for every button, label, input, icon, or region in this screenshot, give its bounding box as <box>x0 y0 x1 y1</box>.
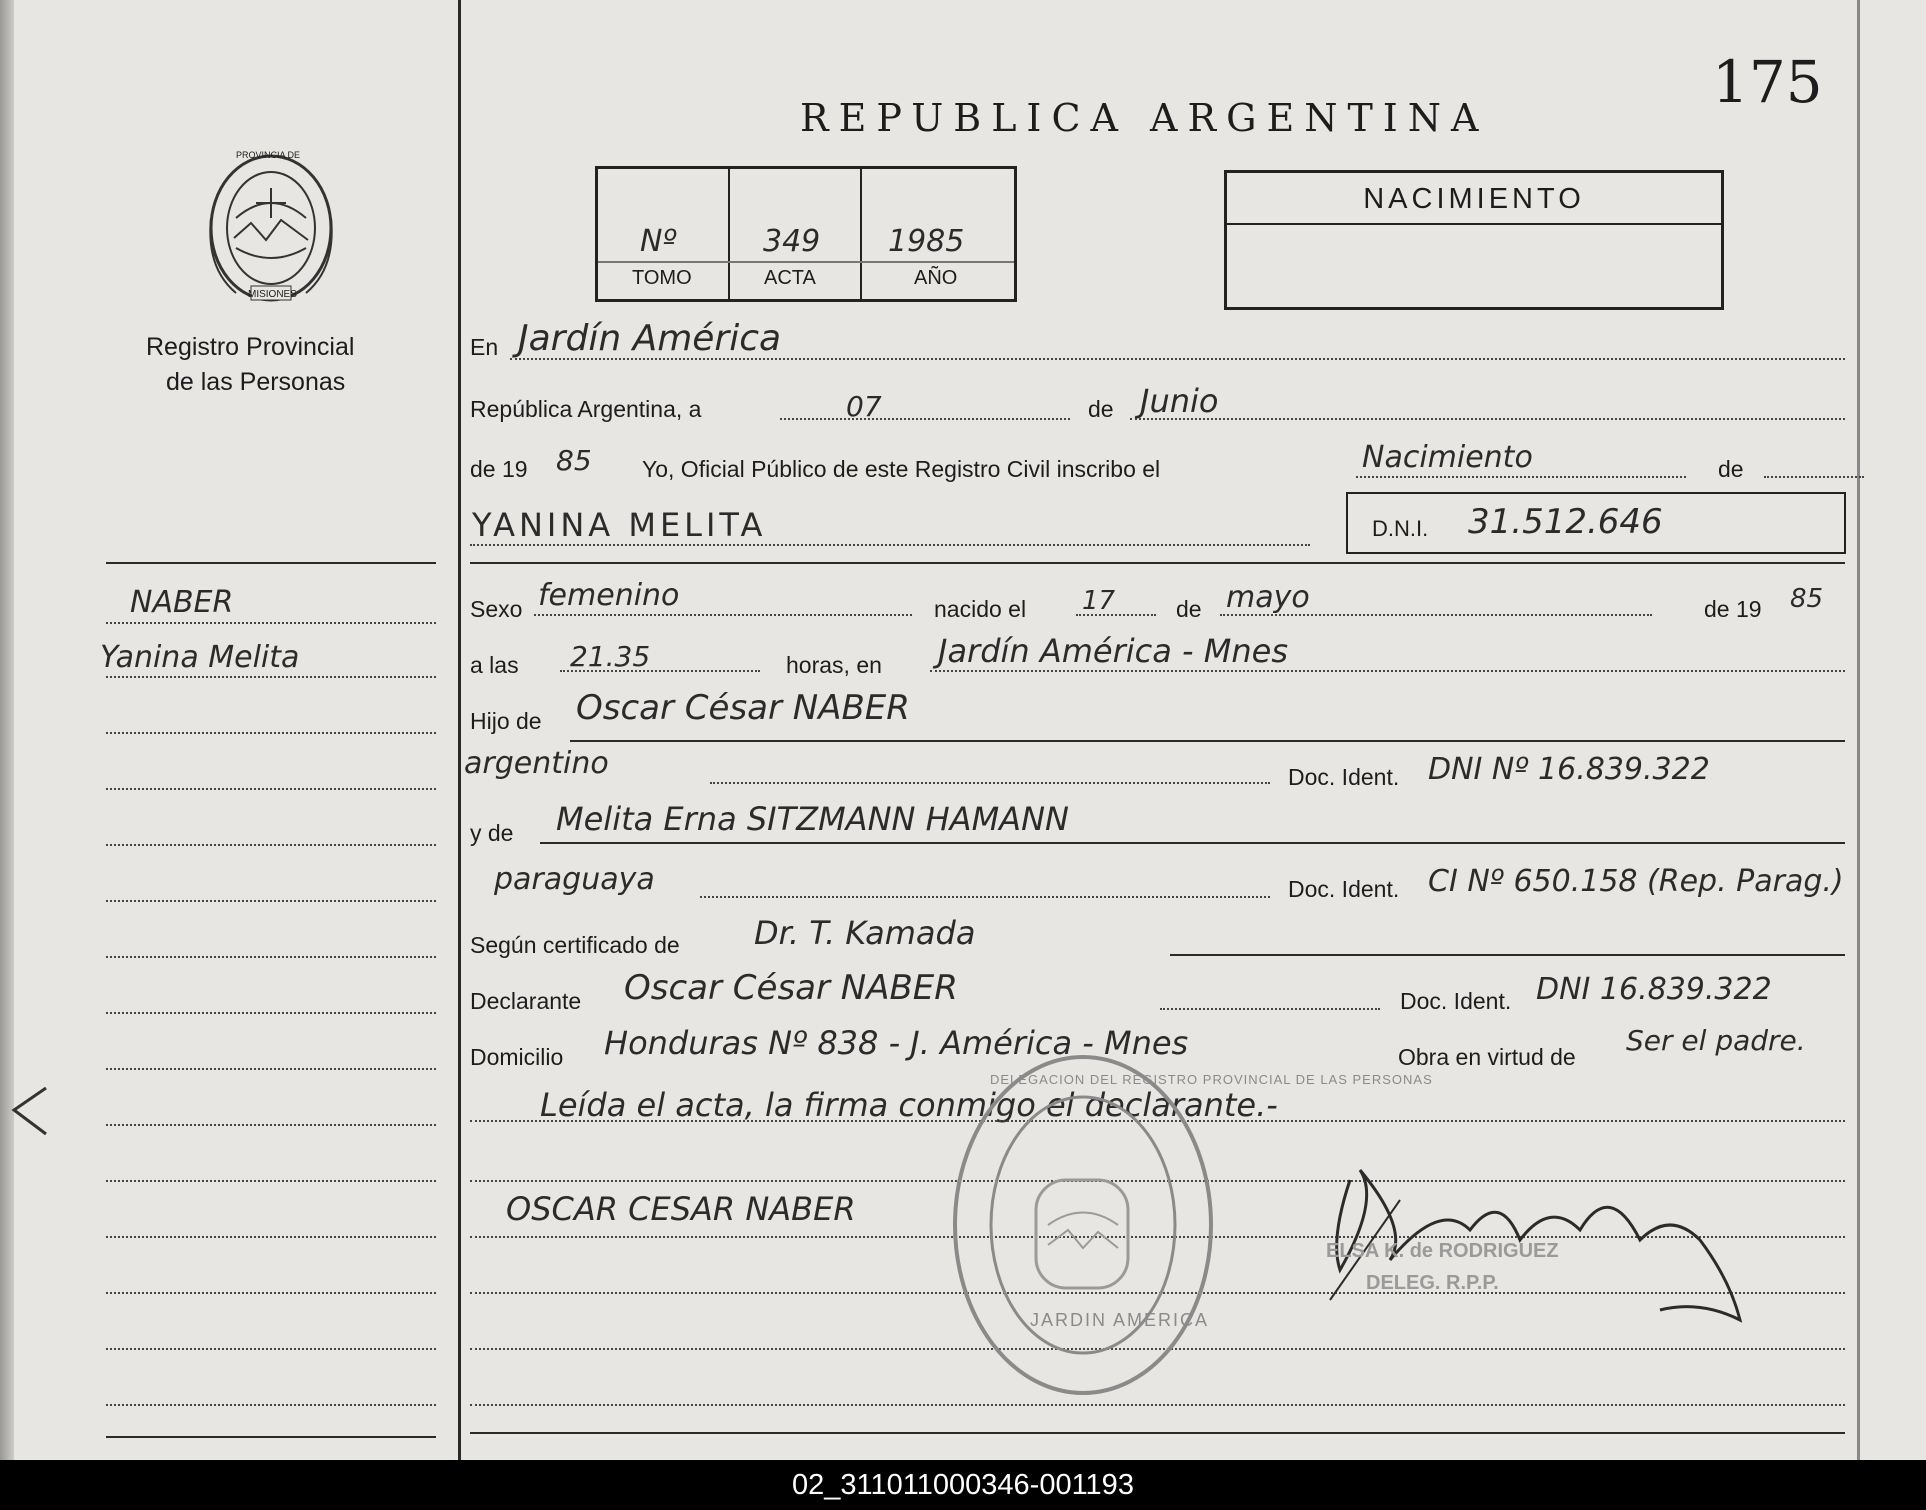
father-name: Oscar César NABER <box>576 688 910 728</box>
province-seal-icon <box>196 148 346 308</box>
month-line <box>1130 418 1845 420</box>
declarant-signature: OSCAR CESAR NABER <box>506 1190 856 1228</box>
page-number: 175 <box>1712 48 1823 116</box>
margin-line-14 <box>106 1348 436 1350</box>
section-rule-1 <box>470 562 1845 564</box>
record-id-box <box>595 166 1017 302</box>
born-month-value: mayo <box>1226 580 1310 615</box>
dni-value: 31.512.646 <box>1468 502 1663 542</box>
margin-bracket-mark-icon <box>6 1080 56 1140</box>
margin-bottom-rule <box>106 1436 436 1438</box>
day-line <box>780 418 1070 420</box>
doctor-value: Dr. T. Kamada <box>754 914 976 952</box>
acta-label: ACTA <box>764 267 816 289</box>
born-month-line <box>1220 614 1652 616</box>
month-de-label: de <box>1088 396 1114 422</box>
year-suffix-value: 85 <box>556 444 592 477</box>
margin-line-1 <box>106 622 436 624</box>
act-de-label: de <box>1718 456 1744 482</box>
country-title: REPUBLICA ARGENTINA <box>800 96 1489 140</box>
margin-line-13 <box>106 1292 436 1294</box>
lower-line-5 <box>470 1404 1845 1406</box>
margin-given-names: Yanina Melita <box>100 640 300 675</box>
born-month-de-label: de <box>1176 596 1202 622</box>
stamp-ring-text: DELEGACION DEL REGISTRO PROVINCIAL DE LAS PERSONAS <box>990 1072 1433 1087</box>
born-day-line <box>1076 614 1156 616</box>
declarante-label: Declarante <box>470 988 582 1014</box>
father-nationality-line <box>710 782 1270 784</box>
republica-label: República Argentina, a <box>470 396 702 422</box>
virtue-value: Ser el padre. <box>1626 1024 1806 1057</box>
margin-top-rule <box>106 562 436 564</box>
margin-line-11 <box>106 1180 436 1182</box>
tomo-value: Nº <box>640 224 677 259</box>
image-id-footer: 02_311011000346-001193 <box>0 1460 1926 1510</box>
dni-box <box>1346 492 1846 554</box>
mother-line <box>540 842 1845 844</box>
address-value: Honduras Nº 838 - J. América - Mnes <box>604 1024 1189 1062</box>
father-nationality: argentino <box>464 746 609 781</box>
declarant-doc-label: Doc. Ident. <box>1400 988 1512 1014</box>
margin-line-9 <box>106 1068 436 1070</box>
margin-line-10 <box>106 1124 436 1126</box>
child-name: YANINA MELITA <box>472 506 767 544</box>
sexo-value: femenino <box>538 578 680 613</box>
registry-name-line1: Registro Provincial <box>146 333 355 361</box>
sexo-label: Sexo <box>470 596 523 622</box>
mother-doc-value: CI Nº 650.158 (Rep. Parag.) <box>1428 864 1844 899</box>
margin-line-15 <box>106 1404 436 1406</box>
record-type-label: NACIMIENTO <box>1363 183 1585 215</box>
act-line <box>1356 476 1686 478</box>
place-line <box>510 358 1845 360</box>
born-year-value: 85 <box>1790 584 1824 614</box>
margin-line-12 <box>106 1236 436 1238</box>
y-de-label: y de <box>470 820 514 846</box>
margin-line-5 <box>106 844 436 846</box>
registry-name-line2: de las Personas <box>166 368 346 396</box>
stamp-inner-text: JARDIN AMERICA <box>1030 1310 1210 1330</box>
place-value: Jardín América <box>518 318 782 359</box>
sexo-line <box>534 614 912 616</box>
margin-line-7 <box>106 956 436 958</box>
official-statement: Yo, Oficial Público de este Registro Civil inscribo el <box>642 456 1161 482</box>
official-stamp-line2: DELEG. R.P.P. <box>1366 1272 1499 1294</box>
day-value: 07 <box>846 390 882 423</box>
declarant-line <box>1160 1008 1380 1010</box>
birth-place-value: Jardín América - Mnes <box>938 632 1288 670</box>
declarant-doc-value: DNI 16.839.322 <box>1536 972 1772 1007</box>
seal-text-bottom: MISIONES <box>248 289 297 300</box>
acta-value: 349 <box>763 224 821 259</box>
right-edge-line <box>1857 0 1860 1460</box>
registry-stamp-icon <box>948 1050 1218 1400</box>
doctor-line <box>1170 954 1845 956</box>
margin-line-3 <box>106 732 436 734</box>
name-line <box>470 544 1310 546</box>
bottom-rule <box>470 1432 1845 1434</box>
born-year-label: de 19 <box>1704 596 1762 622</box>
en-label: En <box>470 334 499 360</box>
mother-name: Melita Erna SITZMANN HAMANN <box>556 800 1069 838</box>
official-stamp-line1: ELSA K. de RODRIGUEZ <box>1326 1240 1559 1262</box>
margin-line-8 <box>106 1012 436 1014</box>
margin-line-4 <box>106 788 436 790</box>
father-doc-label: Doc. Ident. <box>1288 764 1400 790</box>
mother-nationality: paraguaya <box>494 862 655 897</box>
father-doc-value: DNI Nº 16.839.322 <box>1428 752 1710 787</box>
time-value: 21.35 <box>570 640 651 673</box>
domicilio-label: Domicilio <box>470 1044 564 1070</box>
tomo-label: TOMO <box>632 267 692 289</box>
month-value: Junio <box>1140 382 1219 420</box>
mother-doc-label: Doc. Ident. <box>1288 876 1400 902</box>
mother-nationality-line <box>700 896 1270 898</box>
father-line <box>570 740 1845 742</box>
segun-label: Según certificado de <box>470 932 680 958</box>
book-spine <box>0 0 14 1460</box>
margin-surname: NABER <box>130 585 234 620</box>
born-day-value: 17 <box>1082 586 1116 616</box>
time-line <box>560 670 760 672</box>
nacido-label: nacido el <box>934 596 1027 622</box>
dni-label: D.N.I. <box>1372 516 1429 541</box>
record-type-box <box>1224 170 1724 310</box>
margin-line-6 <box>106 900 436 902</box>
margin-line-2 <box>106 676 436 678</box>
hijo-label: Hijo de <box>470 708 542 734</box>
declarant-value: Oscar César NABER <box>624 968 958 1008</box>
obra-label: Obra en virtud de <box>1398 1044 1576 1070</box>
closing-line: Leída el acta, la firma conmigo el declarante.- <box>540 1086 1278 1124</box>
act-value: Nacimiento <box>1362 440 1533 475</box>
left-column-divider <box>458 0 461 1460</box>
seal-text-top: PROVINCIA DE <box>236 150 301 160</box>
year-de19-label: de 19 <box>470 456 528 482</box>
birth-place-line <box>930 670 1845 672</box>
ano-label: AÑO <box>914 267 958 289</box>
horas-label: horas, en <box>786 652 882 678</box>
row3-end-line <box>1764 476 1864 478</box>
ano-value: 1985 <box>888 224 965 259</box>
a-las-label: a las <box>470 652 519 678</box>
